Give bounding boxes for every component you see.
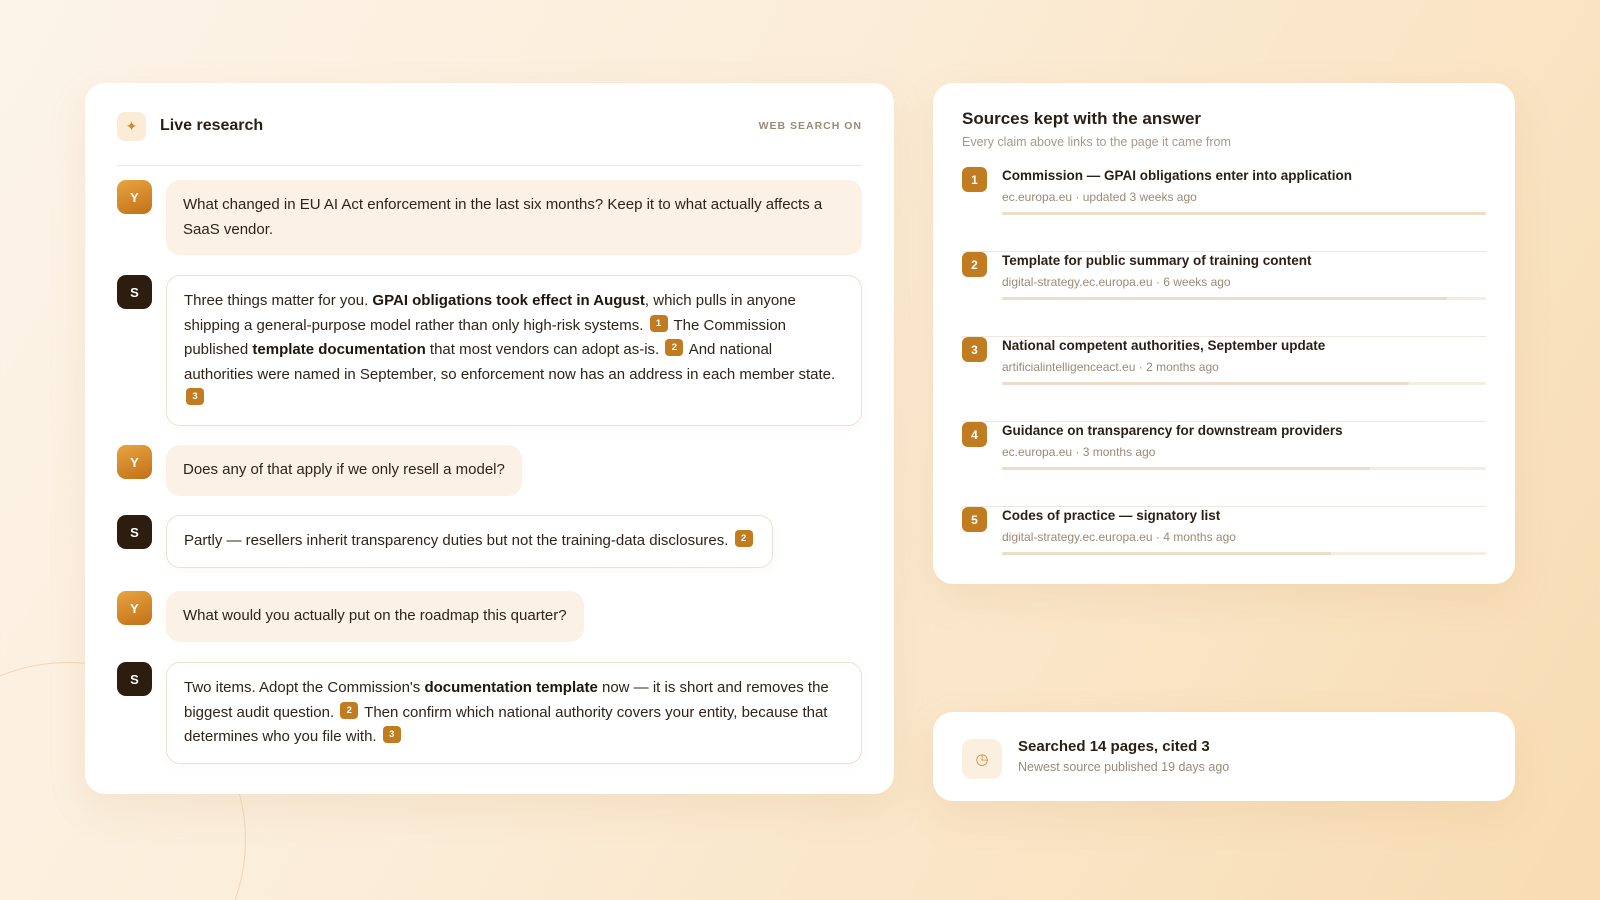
user-message-bubble: What would you actually put on the roadmap this quarter? <box>166 591 584 642</box>
source-number-badge: 4 <box>962 422 987 447</box>
sparkle-icon: ✦ <box>117 112 146 141</box>
source-age: 3 months ago <box>1082 445 1156 459</box>
chat-title: Live research <box>160 117 264 134</box>
chat-header <box>117 111 862 166</box>
chat-message-user <box>117 180 862 254</box>
source-relevance-fill <box>1002 297 1447 300</box>
source-item[interactable] <box>962 507 1486 592</box>
source-number-badge: 1 <box>962 167 987 192</box>
citation-badge[interactable]: 2 <box>735 530 753 547</box>
source-title[interactable]: Template for public summary of training content <box>1002 253 1312 268</box>
source-age: 6 weeks ago <box>1163 275 1231 289</box>
source-item[interactable] <box>962 337 1486 422</box>
assistant-avatar: S <box>117 515 152 549</box>
source-title[interactable]: Guidance on transparency for downstream providers <box>1002 423 1343 438</box>
source-relevance-fill <box>1002 552 1331 555</box>
citation-badge[interactable]: 2 <box>340 702 358 719</box>
user-message-bubble: Does any of that apply if we only resell a model? <box>166 445 522 496</box>
user-message-bubble: What changed in EU AI Act enforcement in the last six months? Keep it to what actually affects a SaaS vendor. <box>166 180 862 255</box>
source-number-badge: 5 <box>962 507 987 532</box>
emphasis-text: template documentation <box>252 341 426 358</box>
source-age: updated 3 weeks ago <box>1082 190 1197 204</box>
source-relevance-bar <box>1002 552 1486 555</box>
sources-subtitle: Every claim above links to the page it came from <box>962 135 1231 149</box>
source-relevance-bar <box>1002 467 1486 470</box>
emphasis-text: documentation template <box>424 679 598 696</box>
user-avatar: Y <box>117 445 152 479</box>
search-summary-title: Searched 14 pages, cited 3 <box>1018 738 1210 755</box>
source-item[interactable] <box>962 252 1486 337</box>
chat-panel <box>85 83 894 794</box>
source-title[interactable]: Commission — GPAI obligations enter into application <box>1002 168 1353 183</box>
search-summary-card <box>933 712 1515 801</box>
source-relevance-fill <box>1002 467 1370 470</box>
clock-icon: ◷ <box>962 739 1002 779</box>
source-age: 2 months ago <box>1146 360 1219 374</box>
source-meta: ec.europa.eu · 3 months ago <box>1002 445 1156 459</box>
sources-panel <box>933 83 1515 584</box>
assistant-avatar: S <box>117 662 152 696</box>
source-domain: ec.europa.eu <box>1002 445 1073 459</box>
user-avatar: Y <box>117 180 152 214</box>
source-meta: artificialintelligenceact.eu · 2 months ago <box>1002 360 1219 374</box>
source-item[interactable] <box>962 422 1486 507</box>
web-search-status[interactable]: WEB SEARCH ON <box>758 120 862 132</box>
source-meta: digital-strategy.ec.europa.eu · 6 weeks ago <box>1002 275 1231 289</box>
assistant-avatar: S <box>117 275 152 309</box>
assistant-message-bubble: Two items. Adopt the Commission's documentation template now — it is short and removes the biggest audit question. 2 Then confirm which national authority covers your entity, because that determines who you file with. 3 <box>166 662 862 764</box>
source-meta: digital-strategy.ec.europa.eu · 4 months ago <box>1002 530 1236 544</box>
source-relevance-fill <box>1002 212 1486 215</box>
assistant-message-bubble: Three things matter for you. GPAI obligations took effect in August, which pulls in anyone shipping a general-purpose model rather than only high-risk systems. 1 The Commission published template documentation that most vendors can adopt as-is. 2 And national authorities were named in September, so enforcement now has an address in each member state. 3 <box>166 275 862 426</box>
source-item[interactable] <box>962 167 1486 252</box>
source-relevance-bar <box>1002 212 1486 215</box>
search-summary-subtitle: Newest source published 19 days ago <box>1018 760 1230 774</box>
source-number-badge: 3 <box>962 337 987 362</box>
source-title[interactable]: Codes of practice — signatory list <box>1002 508 1221 523</box>
source-relevance-bar <box>1002 382 1486 385</box>
source-domain: digital-strategy.ec.europa.eu <box>1002 530 1153 544</box>
source-title[interactable]: National competent authorities, September update <box>1002 338 1326 353</box>
citation-badge[interactable]: 2 <box>665 339 683 356</box>
assistant-message-bubble: Partly — resellers inherit transparency duties but not the training-data disclosures. 2 <box>166 515 773 568</box>
source-relevance-bar <box>1002 297 1486 300</box>
source-meta: ec.europa.eu · updated 3 weeks ago <box>1002 190 1197 204</box>
user-avatar: Y <box>117 591 152 625</box>
citation-badge[interactable]: 3 <box>186 388 204 405</box>
emphasis-text: GPAI obligations took effect in August <box>372 292 645 309</box>
source-relevance-fill <box>1002 382 1409 385</box>
citation-badge[interactable]: 3 <box>383 726 401 743</box>
source-domain: digital-strategy.ec.europa.eu <box>1002 275 1153 289</box>
source-number-badge: 2 <box>962 252 987 277</box>
sources-title: Sources kept with the answer <box>962 109 1202 128</box>
source-domain: ec.europa.eu <box>1002 190 1073 204</box>
source-domain: artificialintelligenceact.eu <box>1002 360 1136 374</box>
source-age: 4 months ago <box>1163 530 1236 544</box>
citation-badge[interactable]: 1 <box>650 315 668 332</box>
